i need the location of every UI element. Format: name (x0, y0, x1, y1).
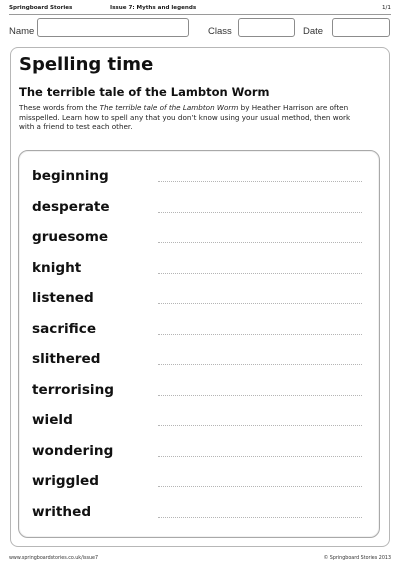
answer-line[interactable] (158, 425, 362, 426)
spelling-word: wriggled (32, 473, 99, 489)
spelling-word: beginning (32, 168, 109, 184)
answer-line[interactable] (158, 334, 362, 335)
spelling-word: wield (32, 412, 73, 428)
word-row (32, 443, 362, 473)
footer-url: www.springboardstories.co.uk/issue7 (9, 556, 99, 561)
instructions-text-end: by Heather Harrison are often misspelled. Learn how to spell any that you don’t know using your usual method, then work with a friend to test each other. (19, 103, 351, 132)
spelling-word: desperate (32, 198, 110, 215)
spelling-word: gruesome (32, 229, 109, 245)
spelling-word: wondering (32, 442, 114, 459)
word-row (32, 473, 362, 503)
answer-line[interactable] (158, 242, 362, 243)
spelling-word: listened (32, 290, 94, 306)
word-row (32, 290, 362, 320)
answer-line[interactable] (158, 395, 362, 396)
word-row (32, 351, 362, 381)
spelling-word: terrorising (32, 381, 114, 398)
word-row (32, 260, 362, 290)
class-field[interactable] (238, 18, 295, 37)
worksheet-subtitle: The terrible tale of the Lambton Worm (19, 85, 270, 99)
spelling-list-box (18, 150, 380, 538)
worksheet-card (10, 47, 390, 547)
answer-line[interactable] (158, 303, 362, 304)
word-row (32, 229, 362, 259)
instructions-text-start: These words from the (19, 103, 100, 112)
header-divider (9, 14, 391, 15)
word-row (32, 382, 362, 412)
word-row (32, 199, 362, 229)
footer-copyright: © Springboard Stories 2013 (323, 556, 391, 561)
date-field[interactable] (332, 18, 390, 37)
word-row (32, 321, 362, 351)
date-label: Date (303, 26, 324, 37)
answer-line[interactable] (158, 486, 362, 487)
issue-title: Issue 7: Myths and legends (110, 5, 197, 11)
word-row (32, 504, 362, 534)
brand-name: Springboard Stories (9, 5, 73, 11)
spelling-word: slithered (32, 351, 101, 367)
spelling-word: sacrifice (32, 320, 97, 337)
worksheet-title: Spelling time (19, 54, 154, 75)
answer-line[interactable] (158, 456, 362, 457)
answer-line[interactable] (158, 517, 362, 518)
answer-line[interactable] (158, 181, 362, 182)
word-row (32, 168, 362, 198)
answer-line[interactable] (158, 364, 362, 365)
spelling-word: knight (32, 259, 82, 276)
answer-line[interactable] (158, 273, 362, 274)
book-title: The terrible tale of the Lambton Worm (99, 103, 239, 112)
name-label: Name (9, 26, 35, 37)
page-number: 1/1 (381, 5, 391, 11)
word-row (32, 412, 362, 442)
name-field[interactable] (37, 18, 189, 37)
spelling-word: writhed (32, 503, 92, 520)
class-label: Class (208, 26, 232, 37)
instructions (19, 103, 359, 132)
answer-line[interactable] (158, 212, 362, 213)
